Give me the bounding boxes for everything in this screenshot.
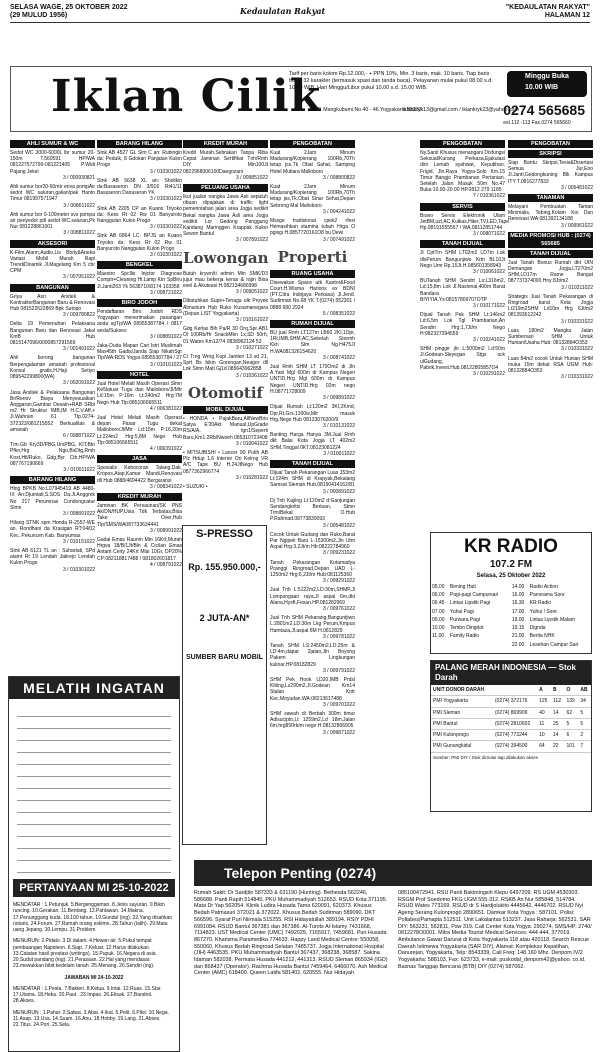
classified-ad: Gadai Emas Raunm Min 16Krt,Murah Hrgva 18/B/1Jt/Bln & Cicilan Emas Antam Certy 24Krt Mlai 10Gr, DP20% CP:082118817488 / 081802601817 4 / 008791022 — [97, 536, 182, 568]
crossword-title: MELATIH INGATAN — [9, 677, 179, 699]
crossword-subtitle: PERTANYAAN MI 25-10-2022 — [13, 879, 175, 897]
classified-ad: Banting Harga Hanya 3M,Jual Rmh dkt Balai Kota Jogja LT 402m2 SHM,Tinggal 0KT.08123081224 3 / 010011022 — [270, 432, 355, 457]
pmi-title: PALANG MERAH INDONESIA — Stok Darah — [431, 661, 591, 685]
classified-ad: • HONDA • PajakBaru,AllNewBrio Satya E'20Akt Manual,UpGrade RS/A/A. tgn1/Seperti Baru,Km1.2Rb/Nwoeh 085310723408 3 / 010041022 — [183, 415, 268, 447]
schedule-row: 11.00 Family Radio 21.00 Berita NHK — [432, 633, 555, 640]
column-4 — [270, 138, 355, 739]
section-header: KREDIT MURAH — [183, 140, 268, 148]
category-banner: Otomotif — [188, 383, 263, 402]
classified-ad: Jaminan BK Persaunan/SK PNS Ak/DN/HUP,Usia Tdk Terbatas,Bisa Take Over,Hub Tlp/SMS/WA087733634441 3 / 008991022 — [97, 502, 182, 534]
section-header: RUANG USAHA — [270, 270, 355, 278]
classified-ad: Jaka-Duda Mapan Cari Istri Muslimah Max45th Gadis/Janda Siap NikahSgr Tlp/WA:RDS Yogya 08955387784 / 27 3 / 010161022 — [97, 343, 182, 368]
schedule-row: 07.00 Yuhui Pagi 17.00 Yuhui ! Sore — [432, 608, 557, 615]
classified-ad: Stnk AB 5638 XL an: Sholikin da:Basaseron DN 3/916 Rt41/11 Basuseron Danuseran YK 3 / 010301022 — [97, 177, 182, 203]
classified-ad: • MITSUBISHI • Lancer 90 Putih AB Plz Hdup 1.6 Interior Ori Kelrng VR A/C Tape BU H.24JtNego Hub 0877362966774 3 / 010281022 — [183, 449, 268, 481]
category-banner: Lowongan — [183, 248, 269, 267]
classified-ad: BUTanah SHM Sendrt Ls:L316m2, Ld:15,8m Lok Jl.Nasional,400m Barat Bandara BIYIYIA.Ys:08157809707OTP 3 / 010171022 — [420, 278, 505, 310]
classified-ad: Kuat 2Jam Minum Madurang/Kopierang 100Rb,70Th tetap jss,Tk.Obat Sinar Sehat,Depan Sebrong Mal Malioboro 3 / 004241022 — [270, 184, 355, 215]
pmi-row: PMI Gunungkidul (0274) 394500 64 22 101 7 — [431, 741, 591, 752]
classified-ad: Jual Hotel Melati Masih Operasi Slmn Ke5latuar Tugu dan Malioboro/Jl/Mtr Ld:15m P:16m Lt:240m2 Hrg:7M Nego Hub Tlp:085106665511 4 / 006381022 — [97, 380, 182, 412]
telepon-text: Rumah Sakit: Dr Sardjito 587333 & 631190 (Hunting). Bethesda 562246, 586688. Panti Rapih 514845. PKU Muhammadiyah 512653. RSUD Kota 371195. Mata Dr Yap 562054. Klinik Ludira Husada Tama 620091, 620373. Khusus Bedah Patmasuri 372021 & 372022. Khusus Bedah Sudirman 589090. DKT 566596. Syaraf Puri Nirmala 515255. RSI Hidayatullah 389194. RSIY PDHI 6991084. RSUD Bantul 367381 dan 367386. Al-Turots Al-Islamy 7431668, 7114823. UST Medical Center (UMC) 7492025, 7165917, 7459681. Puri Husada 867270. Kharisma Paramedika 774633. Happy Land Medical Centre: 550058, 550060. Khusus Bedah Ringroad Selatan 7485737. Jogja International Hospital (JIH) 4463535. PKU Muhammadiyah Bantul 367437, 368238, 368587. Sakina Idaman 582038. Permata Husada 441212, 441313. RSUD Sleman 865934 (IGD) dan 868437 (Operator). Rachma Husada Bantul 7459464, 6466070. Ash Medical Center (AMC) 618400. Queen Latifa 581402, 620555. Nur Hidayah 085100472941. RSU Panti Baktiningsih Klepu 6497209. RS UGM 4530303. RSGM Prof Soedomo FKG UGM 555-312. RSKB An Nur 585848, 514784. RSUD Wates 773169. RSUD dr S Hardjolukito 4445642, 4446702. RSUD Nyi Ageng Serang Kulonprogo 2890651. Damkar Kota Yogya : 587101. Polisi: Poltabes/Pamapta 512511. Unit Lakalantas 513237. Jasa Raharja: 562531. SAR DIY: 563231, 562811, Psw 319. Call Center Kota Yogya: 290274, SMS/HP: 2740/ 0812278O0001. Mitra Media Tourist Medical Services: 444 444, 377019. Ambulance Gawat Darurat di Kota Yogyakarta 118 atau 420118. Search Rescue Daerah Istimewa Yogyakarta (SAR DIY), Alamat: Komplekss Kepatihan, Danurejan, Yogyakarta, Telp: 8543339, Call Freq: 148.160 Mhz. Denpom IV/2 Yogyakarta: 588103, Fax: 623733, e-mail: puskodal_denpom42@yahoo. co.id. Basnas Tanggap Bencana (BTB) DIY (0274) 587062. — [194, 890, 592, 977]
section-header: PENGOBATAN — [270, 140, 355, 148]
kr-radio-logo: KR RADIO — [464, 536, 558, 557]
pmi-row: PMI Yogyakarta (0274) 372176 125 112 139 34 — [431, 696, 591, 707]
dealer-name: SUMBER BARU MOBIL — [186, 654, 263, 662]
section-title: Iklan Cilik — [51, 71, 322, 122]
schedule-row: 05.00 Bening Hati 14.00 Radio Action — [432, 583, 558, 590]
column-1 — [10, 138, 95, 576]
classified-ad: Hlng BPKB No:L07945419 AB 4480-IX An:Djumiati,S.SOS Da:Jl.Anggrek No 217 Perumnas Condongcatur Slmn 3 / 008891022 — [10, 486, 95, 517]
classified-ad: Siap Bantu Skripsi,Tesis&Disertasi Semua Jur,Eno Jl.Janti,Gedongkuning Blk Kampus ITY T.0816277833 3 / 005481022 — [508, 160, 593, 191]
classified-ad: Dijual Tanah Pek SHM Lt:146m2 Ld:6,5m Lok Tgl Prambanan,An Sendiri Hrg:1,7Jt/m Nego H:082327394559 3 / 010241022 — [420, 312, 505, 344]
pmi-row: PMI Sleman (0274) 869909 40 14 62 5 — [431, 707, 591, 718]
car-advert — [182, 525, 267, 845]
classified-ad: Gdg Kerlas Blh Pa/R 30 Orq,Spr AB1 Ol 100Rb/Hr SnackMkn 1x,SD 50rh, 01 Wates Km12/74 0838962124 53 3 / 010271022 — [183, 326, 268, 351]
section-header: AKSESORI — [10, 240, 95, 248]
section-header: HOTEL — [97, 371, 182, 379]
classified-ad: K-Film,Alarm,Audio,Lis Body&Aneka Variasi Mobil Murah Rapi TrendiDinamik Jl.Magelang Km 5 cbr CPM 3 / 007951022 — [10, 249, 95, 281]
section-header: TANAMAN — [508, 194, 593, 202]
classified-ad: Cocok Untuk Gudang dan Ruko,Barat Par Ngipek Baru L-15300m2,Jln Utm Aspal Hrg:3,2Jt/m Hb:08222784960 3 / 009231022 — [270, 531, 355, 557]
pmi-header-row: UNIT DONOR DARAH A B O AB — [431, 685, 591, 696]
crossword-box — [8, 676, 180, 1052]
section-header: BARANG HILANG — [97, 140, 182, 148]
classified-ad: Ny.Santi Khusus menangani Disfungsi Seksual/Kurang Perkasa,Ejakulasi dini Lemah syahwat, Keputihan, Frigid. Jln.Raya Yogya-Solo Km.15 Timur Bangjo Prambanan Pertanian. Setelah Jalan Masuk 50m No.47 Buka:10.00-20.00 HP.0812 279 1185 7 / 010361022 — [420, 150, 505, 200]
pmi-note: Sumber: PMI DIY / Stok dimulai tiap dilakukan akses — [433, 754, 538, 760]
car-installment: 2 JUTA-AN* — [199, 613, 250, 623]
column-2 — [97, 138, 182, 571]
classified-ad: Pendaftaran Biro Jodoh RDS Yogyapun menerimakan pasangan anda sgTp/WA 08955387784 / 0817 sesla/Sukses 3 / 008891022 — [97, 309, 182, 340]
schedule-row: 22.00 Lesehan Campur Sari — [511, 641, 579, 648]
classified-ad: Ahli sumur bor20-60mtr enva pompAir sedot WC saluran,galian/pak Hanto Timur 081997571947 3 / 008611022 — [10, 184, 95, 209]
kr-radio-date: Selasa, 25 Oktober 2022 — [476, 573, 546, 580]
telepon-title: Telepon Penting (0274) — [194, 860, 592, 886]
pmi-row: PMI Kulonprogo (0274) 773244 10 14 6 2 — [431, 730, 591, 741]
phone-number: 0274 565685 ext.112 -113 Fax.0274 565660 — [503, 102, 585, 126]
kr-radio-box — [430, 532, 592, 654]
section-header: KREDIT MURAH — [97, 493, 182, 501]
section-header: SERVIS — [420, 203, 505, 211]
pmi-box — [430, 660, 592, 812]
kr-radio-freq: 107.2 FM — [489, 558, 533, 570]
issue-date: SELASA WAGE, 25 OKTOBER 2022 — [10, 4, 128, 11]
classified-ad: SHM Pek Hook LD20,IMB Prdsl Kliting,Ls290m2,Jl.Godean Km14 Stalan Kntr Kec.Moyudan.WA:08213617488 3 / 009701022 — [270, 677, 355, 708]
section-header: BANGUNAN — [10, 284, 95, 292]
section-header: JASA — [97, 455, 182, 463]
crossword-grid — [17, 705, 171, 875]
classified-ad: • SUZUKI • — [183, 483, 208, 490]
column-6 — [508, 138, 593, 383]
classified-ad: SHM sawah di Berbah 300m timur Adisucipto,Lt 1259m2,Ld 18m,Jalan 6m,hrg850rb/m nego H.08132806905 3 / 009871022 — [270, 711, 355, 736]
classified-ad: Dijual Rumah Lt:120m2 3KI,2Kmd, Dpr,Rt.Grs.1300w,Mtr masuk Hrg.Nego Hub 08123076200/9 3 / 010131022 — [270, 404, 355, 429]
paper-label: "KEDAULATAN RAKYAT" — [505, 4, 590, 11]
answer-title: JAWABAN MI 24-10-2022 — [64, 974, 124, 981]
email-addresses: iklankryk13@gmail.com / iklankryk23@yahoo.com — [403, 107, 519, 113]
classified-ad: Jasa Arsitek & Pelaksana Bangunan Br/Renov Biaya Menyesuaikan Anggaran,Gambar Desain+RAB SRbi m2 Hr Struktur IMB,IM H.C.V.Aff,+ Ji.Wahrain 61 Tlp.0274-372323/081215552 Berkualitas & amanah 6 / 008871022 — [10, 389, 95, 439]
classified-ad: Kredit Murah,Sebrakan Tanpa Riba Cepat Jaminan Sertifikat Tnh/Rmh DIY Min100Jt 0822968006100Daegozani 3 / 009851022 — [183, 150, 268, 181]
classified-ad: Mssge tradisional cpek2 rfexi Hemasihkan stamina tubuh Hrga O pgisgi H.0857720161O8 bu Dewi 3 / 007491022 — [270, 218, 355, 243]
classified-ad: SHM pinggir jln L:5000m2 Ld:50m Jl.Godean-Sleyegan Stgs sck ulGudang, Pabrik,Invest.Hub.08122805857O4 3 / 010291022 — [420, 346, 505, 378]
classified-ad: Luas 180m2 Mangku Jalan Sumbersari SHM Untuk Hunian/Usaha Hub: 08132884O353 3 / 010331022 — [508, 327, 593, 353]
section-header: TANAH DIJUAL — [420, 240, 505, 248]
issue-date-jawa: (29 MULUD 1956) — [10, 12, 68, 19]
schedule-row: 06.00 Pagi-pagi Campursari 16.00 Panorama Sore — [432, 592, 565, 598]
schedule-row: 10.00 Tembo Dingdot 19.15 Dignda — [432, 625, 546, 631]
car-brand: S-PRESSO — [196, 528, 253, 540]
classified-ad: Trm.Gb Kry3D/PBG,UrsPBG, KIT,Btn Pfko,Hrg Ngo,BsDtg,Rmh Kost,Htl/Ruko, Gdg,Byr Cth,HP/WA 087767190669 3 / 010011022 — [10, 442, 95, 473]
opening-badge: Minggu Buka 10.00 WIB — [507, 71, 587, 97]
classified-ad: Jual Rmh SHM LT 170Om2 di Jln A.Yani Mgl 600m dr Kampus Negeri UNTID,Hrg Mgl 600m dr Kampus Negeri UNTID.Hrg 02m nego H.08771728009 3 / 009891022 — [270, 364, 355, 402]
classified-ad: Cr Trng Wrng Kopi Jamlen 13 sd 21, Sprt Bs bikin Gorengan,Neagor dll Lok Slmn Mati Gj1d 085643962858 3 / 010361022 — [183, 354, 268, 379]
section-header: TANAH DIJUAL — [508, 250, 593, 258]
section-header: TANAH DIJUAL — [270, 460, 355, 468]
masthead — [10, 4, 590, 23]
classified-ad: Ikut jualan nangka Jawa Asli sepuluh ribuan dipajakan di traffic light pemerintahan jalan area Jogja sedikit Bekal nangka Jawa Asli area Jogja sedikit Lor Gedong Panggung Kandang Maringgen Krappak Kulon Sewon Bantul 3 / 007891022 — [183, 194, 268, 244]
classified-ad: Ahli sumur bor 0-100meter svs pompa air penyedot pdl sedot WC,saluran.Pk Nur 081228861001 3 / 008811022 — [10, 211, 95, 237]
section-header: PELUANG USAHA — [183, 184, 268, 192]
classified-ad: BU jual Rmh LT127m LB60 2KI,1Dpr, 1Rt,IMB,SHM,AC,Sebelah Stormh Kkn Slm Ng.H475JI H.WA081326154620 3 / 008741022 — [270, 330, 355, 361]
section-header: BENGKEL — [97, 261, 182, 269]
clues-menurun: MENURUN: 2.Pidato. 3.Di dalam. 4.Hewan air. 5.Pukul tempat pembuangan Napoleon. 6.Siap. 7.Keluar. 12.Harus dilakukan. 13.Catatan hasil prestasi (writings). 15.Pupuk. 16.Negara di asia. 20.Sudut pandang (ing). 21.Perasaan. 22.Hal yang mendasar. 23.mewukkan bibit kedelam tanah. 25.Menang. 26.Sendiri (ing). — [13, 938, 157, 970]
classified-ad: Dijual Tanah Pekarangan Luas 153m2 Lt:124m SHM di Krapyak,Bekalang Samsat Sleman Hub.08190414162/81 3 / 000891022 — [270, 469, 355, 495]
classified-ad: Hilang STNK spm Honda R-2557-WE an. Rondhani da Krasigan RT:04/02 Kec. Pekuncen Kab. Banyumas 3 / 010151022 — [10, 520, 95, 545]
classified-ad: Stnk AB 4527 GL Sim C an: Rubingin da: Pedulk, 8 Gdokan Panjatan Kulon Progo 3 / 010301022 — [97, 150, 182, 175]
section-header: MEDIA PROMOSI HUB : (0274) 565685 — [508, 232, 593, 248]
kr-radio-schedule — [431, 583, 591, 649]
pmi-row: PMI Bantul (0274) 2810602 11 25 5 5 — [431, 718, 591, 729]
section-header: AHLI SUMUR & WC — [10, 140, 95, 148]
classified-ad: Tanah SHM LS:2450m2,LD:25m & LD:4m,dapat 2jalan,Jln Boyong Pakem Lingkungan kulinar.HP.08182829 3 / 009791022 — [270, 643, 355, 674]
classified-ad: Ahli borong bangunan Berpengalaman amanah profesional Konsul gratis,H.Haji Setiyo 089542299800(WA) 3 / 002091022 — [10, 355, 95, 387]
office-address: Jl. P. Mangkubumi No.40 - 46 Yogyakarta 55232 — [311, 107, 422, 113]
classified-ad: Delta 19 Pemenuhan Pelaksana Bangunan Baru dan Renovasi Jakal KmB Hub 0815147096/0000857291569 3 / 001491022 — [10, 321, 95, 353]
car-price: Rp. 155.950.000,- — [188, 561, 261, 572]
classified-ad: Dj Tnh Kajiing Lt:120m2 d:Ganjungan Sendangkritis Bertsan, Stmn Trm/Bekal O.Hub P.Rahmad.08773839093 3 / 005481022 — [270, 497, 355, 529]
answer-menurun: MENURUN : 1.Pahar. 2.Satwa. 3.Abai. 4.Ikut. 5.Pelit. 6.Pikir. 10.Nega. 11.Asap. 13.Usa. 14.Suam. 16.Anu. 18.Hobby. 19.Lang. 21.Abses. 22.Titus. 24.Pori. 25.Sela. — [13, 1009, 169, 1028]
section-header: BARANG HILANG — [10, 476, 95, 484]
section-header: RUMAH DIJUAL — [270, 320, 355, 328]
iklan-header — [10, 66, 592, 132]
section-header: SKRIPSI — [508, 150, 593, 158]
classified-ad: Luas 84m2 cocok Untuk Hunian SHM muka 15m dekat RSA UGM Hub: 08132884O353 3 / 010331022 — [508, 355, 593, 381]
classified-ad: Jual Hotel Melati Masih Operasi depan Pasar Tugu dekat Malioboro/Jl/Mtr Ld:15m P:16,20m Lt:224m2 Hrg:5,8M Nego Hub Tlp:085106665511 4 / 006391022 — [97, 414, 182, 452]
classified-ad: Sedot WC 3000-6000L lbr sumur 20-150m T.560591 HP/WA 081227572790-081221405 P.Widi Pajang Jekel 3 / 000930821 — [10, 150, 95, 181]
classified-ad: Disewakan Space utk Kantor&Food Court.H.Wisma Harloris ex BDNI (PT.Citra Indojaya Perkasa) Jl.Jend. Sudirman No.68 YK T.(0274) 552301 / 0888 680 2924 5 / 008351022 — [270, 279, 355, 317]
classified-ad: Strategis Jual Tanah Pekarangan di Ringroad barat Kota Jogja Lt219m2SHM Ld10m Hrg 6Jt/m2 081393612242 3 / 010331022 — [508, 293, 593, 325]
classified-ad: Jual Tnh SHM Pekarang,Banguntjiwo L:2801m2,LD:30m Lkg Perum,Kmpus Hamtaza,Jl.aspal 6M H.0812829 3 / 009781022 — [270, 615, 355, 640]
classified-ad: Stnk AB 6864 LC. BPJS an Kuano Triyoko da: Kess Rt 02 Rw 01 Banyuroto Nanggulan Kulon Progo 3 / 010301022 — [97, 233, 182, 259]
classified-ad: Butuh krywn/ti admin Min SMK/D3 jujur mau bekerja keras & rajin Bisa exel & Akuteasi H.082134686998 3 / 009051022 — [183, 270, 268, 296]
classified-ad: Kuat 2Jam Minum Madurang/Kopierang 100Rb,70Th tetap jss,Tk Obat Sahat, Samping Hotel Mutiara Malioboro 3 / 008800822 — [270, 150, 355, 181]
page-number: HALAMAN 12 — [544, 12, 590, 19]
section-header: PENGOBATAN — [420, 140, 505, 148]
classified-ad: Dibutuhkan Supir+Tenaga ulk Proyek Almunium Hub Ruko Kusumanegara (Depan LIST Yogyakarta) 3 / 010161022 — [183, 298, 268, 324]
classified-ad: Tanah Pekarangan Kotamadya Pranggi Ringroad,Depan UAD L-1250m2 Hrg:6,2Jt/m Hub:081125360 3 / 009291022 — [270, 559, 355, 585]
classified-ad: Jual Tanah Bonus Rumah dkt UIN Demangan Jogja,LT270m2 SHM,LD17m Rame Bangat 087737374000 Hny 8Jt/m2 3 / 010311022 — [508, 259, 593, 291]
clues-mendatar: MENDATAR : 1.Petunjuk. 5.Bergenggaman. 8.Jenis sayuran. 9.Bikin runcing. 10.Gerakan. 11.Bentang. 12.Pahlawan. 14.Makna. 17.Penunggang kuda. 18.100 tahun. 19.Gundul (ing). 22.Yang disahkan notaris. 24.Forum. 27.Rumah orang eskimo. 28.Tahun (latih). 29.Mata uang Jepang. 30.Lempu. 31.Problem. — [13, 902, 173, 933]
classified-ad: Griya Asri Arsitek & KontraktorBangunan Baru & Renovasi Hub 081522622869 Bpk Sutopo 3 / 009780822 — [10, 293, 95, 319]
classified-ad: Maestro Spcllis Injctor Diagnose Comptr+Cleaning Hi.Lamp Ktrr SpBiru Jl.Janti263 Yk 5638710\8174 103358 3 / 008721022 — [97, 271, 182, 296]
column-3 — [183, 138, 268, 493]
answer-mendatar: MENDATAR : 1.Pesta. 7.Bakteri. 8.Ketua. 9.Intai. 12.Ruas. 15.Star. 17.Utama. 18.Heka. 20.Paut . 23.Impas. 26.Eksak. 27.Bandrol. 28.Akses. — [13, 985, 162, 1005]
classified-ad: Jl CptTrn SHM LT02m2 LD7m Lok dlsPerum Bangunjiwo Krtn BL10Jt Nego Umr Rp.15Jt.H.085601358943 3 / 010061022 — [420, 250, 505, 276]
classified-ad: Stnk AB 6121 TL an : Suhartati, SPd alamt Rt 19 Lendah Jatirejo Lendah Kulon Progo 3 / 010301022 — [10, 547, 95, 573]
section-header: PENGOBATAN — [508, 140, 593, 148]
classified-ad: Stnk AB 2205 CP an Kuano Triyoko da: Kess Rt 02 Rw 01 Banyuroto Nanggulan Kulon Progo 3 / 010301022 — [97, 205, 182, 231]
section-header: MOBIL DIJUAL — [183, 406, 268, 414]
tariff-notice: Tarif per baris kolom Rp.12.000,- + PPN 10%, Min. 3 baris, mak. 10 baris. Tiap baris berisi 32 karakter (termasuk spasi dan tanda baca). Pelayanan mulai pukul 08.00 s.d. 10.00 WIB. Hari Minggu/Libur pukul 10.00 s.d. 15.00 WIB. — [289, 71, 493, 91]
newspaper-name: Kedaulatan Rakyat — [240, 6, 326, 16]
category-banner: Properti — [277, 247, 348, 266]
classified-ad: Jual Tnh L:5122m2,LD:30m,SHMP,Jl Lompongaan raya,Jl aspal 6m,dkt Alana,Hysft,Fesan.HP.081282969 3 / 009761022 — [270, 587, 355, 612]
schedule-row: 06.45 Lintas Lipstik Pagi 16.30 KR Radio — [432, 600, 552, 607]
section-header: BIRO JODOH — [97, 299, 182, 307]
classified-ad: Spesialis Kebocoran Talang,Dak, Kropos,Atap,Kamar Mandi,Renovasi dll Hub 0888/4694422 Bergaransi 3 / 008341022 — [97, 465, 182, 490]
classified-ad: Bravo Servis Elektronik Ulam JetBM,uzl,AC,Kulkas,Hiter,TV,LED,Tape Hp.08191555557 / WA.08112851744 3 / 008071022 — [420, 212, 510, 238]
classified-ad: Melayani Pembuatan Taman Minimalis, Tebing,Kolam Koi Dan Renovasi WA:081392134188 3 / 009961022 — [508, 204, 593, 229]
column-5 — [420, 138, 510, 380]
pmi-table — [431, 685, 591, 753]
schedule-row: 09.00 Purwara Pagi 19.00 Lintas Lipstik Malam — [432, 616, 575, 623]
